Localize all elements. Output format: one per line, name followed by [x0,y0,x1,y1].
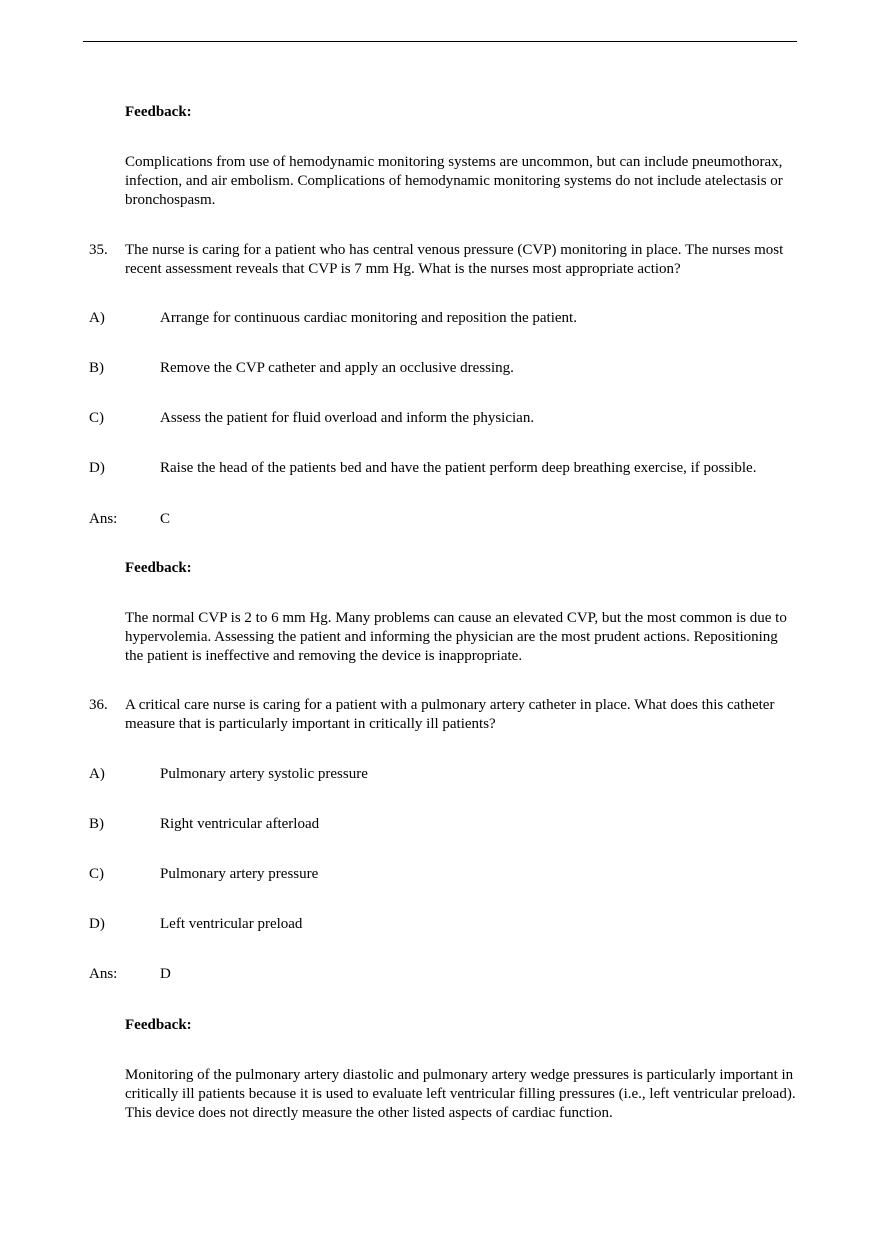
option-label: D) [89,460,105,476]
feedback-text: The normal CVP is 2 to 6 mm Hg. Many problems can cause an elevated CVP, but the most common is due to hypervolemia. Assessing the patient and informing the physician are the most prudent actions. Repositioning the patient is ineffective and removing the device is inappropriate. [125,610,787,664]
feedback-heading: Feedback: [125,1017,192,1033]
question-text: The nurse is caring for a patient who has central venous pressure (CVP) monitoring in place. The nurses most recent assessment reveals that CVP is 7 mm Hg. What is the nurses most appropriate action? [125,242,784,277]
option-text: Left ventricular preload [160,916,303,932]
option-text: Right ventricular afterload [160,816,320,832]
answer-value: C [160,511,171,527]
feedback-heading: Feedback: [125,560,192,576]
question-text: A critical care nurse is caring for a patient with a pulmonary artery catheter in place. What does this catheter measure that is particularly important in critically ill patients? [125,697,775,732]
option-label: C) [89,410,104,426]
feedback-text: Complications from use of hemodynamic monitoring systems are uncommon, but can include pneumothorax, infection, and air embolism. Complications of hemodynamic monitoring systems do not include atelectasis or bronchospasm. [125,154,783,208]
option-label: B) [89,816,104,832]
answer-value: D [160,966,171,982]
header-rule [83,41,797,42]
option-text: Pulmonary artery pressure [160,866,319,882]
option-label: A) [89,766,105,782]
option-label: A) [89,310,105,326]
answer-label: Ans: [89,966,118,982]
option-text: Pulmonary artery systolic pressure [160,766,368,782]
question-number: 36. [89,697,108,713]
option-label: B) [89,360,104,376]
option-label: D) [89,916,105,932]
option-text: Remove the CVP catheter and apply an occlusive dressing. [160,360,514,376]
feedback-text: Monitoring of the pulmonary artery diastolic and pulmonary artery wedge pressures is particularly important in critically ill patients because it is used to evaluate left ventricular filling pressures (i.e., left ventricular preload). This device does not directly measure the other listed aspects of cardiac function. [125,1067,796,1121]
answer-label: Ans: [89,511,118,527]
question-number: 35. [89,242,108,258]
option-text: Arrange for continuous cardiac monitoring and reposition the patient. [160,310,577,326]
option-text: Raise the head of the patients bed and have the patient perform deep breathing exercise, if possible. [160,460,757,476]
option-text: Assess the patient for fluid overload and inform the physician. [160,410,535,426]
feedback-heading: Feedback: [125,104,192,120]
option-label: C) [89,866,104,882]
